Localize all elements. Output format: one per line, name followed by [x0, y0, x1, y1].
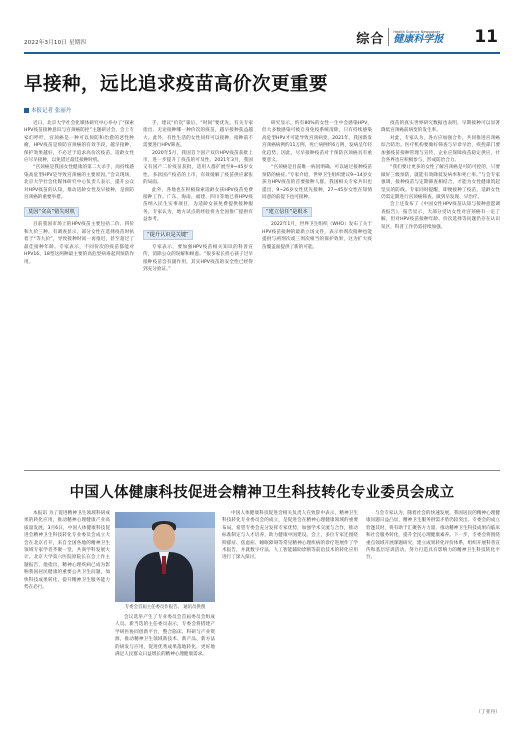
paragraph: 中国人体健康科技促进会相关负责人在致辞中表示，精神卫生科技转化专业委员会的成立，是促进会在精神心理健康领域的重要布局。希望专委会充分发挥专家优势，加强学术交流与合作，推动标准制定与人才培养，助力健康中国建设。会上，多位专家还围绕抑郁症、焦虑症、睡眠障碍等常见精神心理疾病的诊疗进展作了学术报告，并就数字疗法、人工智能辅助诊断等前沿技术的转化应用进行了深入探讨。 [222, 511, 358, 561]
logo-english: Health Science Newspaper [393, 29, 441, 34]
section-name: 综合 [356, 31, 385, 47]
paragraph: “宫颈癌是目前唯一病因明确、可以通过接种疫苗预防的癌症。”专家介绍，世界卫生组织建议9~14岁女孩为HPV疫苗的首要接种人群。我国相关专家共识也提出，9~26岁女性优先接种，27~45岁女性在知情同意的前提下也可接种。 [262, 165, 372, 201]
paragraph: 研究显示，约有80%的女性一生中会感染HPV，但大多数感染可被自身免疫系统清除，只有持续感染高危型HPV才可能导致宫颈病变。2021年，我国新发宫颈癌病例约11万例，死亡病例约6万例，发病呈年轻化趋势，因此，尽早接种疫苗对于预防宫颈癌具有重要意义。 [262, 121, 372, 164]
paragraph: 专家表示，要加强HPV疫苗相关知识的科普宣传，消除公众的误解和顾虑。“很多家长担心孩子过早接种疫苗会有副作用，其实HPV疫苗的安全性已经得到充分验证。” [143, 244, 253, 272]
newspaper-logo [388, 28, 470, 46]
subheading: “建立信任”是根本 [262, 207, 312, 217]
paragraph: 目前我国市场上的HPV疫苗主要包括二价、四价和九价三种。有调查显示，部分女性在选择疫苗时执着于“等九价”，导致接种时间一再推迟，甚至超过了最佳接种年龄。专家表示，不同价次的疫苗都能对HPV16、18型这两种最主要的高危型病毒起到预防作用。 [24, 222, 134, 265]
photo-caption: 专委会首届主任委员作报告。 通讯员供图 [124, 605, 206, 610]
subheading: “提升认识是关键” [143, 230, 193, 240]
paragraph: 会上还发布了《中国女性HPV疫苗认知与接种意愿调查报告》，报告显示，大部分受访女性对宫颈癌有一定了解，但对HPV疫苗接种年龄、价次选择等问题仍存在认识误区，科普工作仍需持续加强。 [381, 202, 500, 230]
paragraph: 2020年5月，我国首个国产双价HPV疫苗获批上市，进一步提升了疫苗的可及性。2021年3月，我国又有国产二价疫苗获批，适用人群扩展至9~45岁女性。多款国产疫苗的上市，有效缓解了疫苗供应紧张的局面。 [143, 150, 253, 186]
article-column-2 [143, 120, 253, 465]
article2-headline: 中国人体健康科技促进会精神卫生科技转化专业委员会成立 [69, 485, 455, 501]
paragraph: 对此，专家认为，各方应加强合作，共同推进宫颈癌综合防治。医疗机构要做好筛查与早诊早治，疾控部门要加强疫苗接种管理与宣传，企业应保障疫苗稳定供应，社会各界也应积极参与，形成防治合力。 [381, 135, 500, 164]
header-rule [24, 52, 500, 54]
issue-date: 2022年3月10日 星期四 [24, 40, 87, 46]
paragraph: 本报讯 为了促进精神卫生领域科研成果的转化应用，推动精神心理健康产业高质量发展，3月6日，中国人体健康科技促进会精神卫生科技转化专业委员会成立大会在北京召开，来自全国各地的精神卫生领域专家学者齐聚一堂，共商学科发展大计。北京大学第六医院原院长在会上作主题报告，他指出，精神心理疾病已成为影响我国居民健康的重要公共卫生问题，加快科技成果转化，提升精神卫生服务能力势在必行。 [24, 511, 110, 591]
paragraph: 2022年1月，世界卫生组织（WHO）发布了关于HPV疫苗接种的最新立场文件，表示单剂次接种也能提供与两剂次或三剂次相当的保护效果，这为扩大疫苗覆盖面提供了新的可能。 [262, 222, 372, 250]
byline [24, 106, 71, 114]
paragraph: 此外，各地也在积极探索适龄女孩HPV疫苗免费接种工作。广东、海南、福建、四川等地已将HPV疫苗纳入民生实事项目，为适龄女孩免费提供接种服务。专家认为，地方试点的经验将为全国推广提供有益参考。 [143, 187, 253, 223]
article2-column-4 [366, 510, 500, 707]
article-column-4 [381, 120, 500, 465]
speaker-photo [115, 512, 215, 602]
byline-text: 本报记者 张丽丹 [31, 108, 72, 114]
article2-column-3 [222, 510, 358, 715]
article-headline: 早接种，远比追求疫苗高价次更重要 [24, 74, 329, 95]
page-header [356, 27, 498, 47]
paragraph: 疫苗的真实世界研究数据也表明，早期接种可以显著降低宫颈癌前病变的发生率。 [381, 121, 500, 134]
paragraph: “宫颈癌是我国女性健康的第二大杀手，而持续感染高危型HPV是导致宫颈癌的主要原因。”会议现场，北京大学社会化媒体研究中心负责人表示，提升公众对HPV疫苗的认知，推动适龄女性及早接种，是预防宫颈癌的重要举措。 [24, 165, 134, 201]
article-column-3 [262, 120, 372, 465]
paragraph: 近日，北京大学社会化媒体研究中心举办了“探索HPV疫苗接种意识与宫颈癌防控”主题研讨会，会上专家们呼吁，宫颈癌是一种可以预防和治愈的恶性肿瘤，HPV疫苗是预防宫颈癌的有效手段，越早接种，保护效果越好，不必过于追求高价次疫苗，适龄女性应尽早接种，以免错过最佳接种时机。 [24, 121, 134, 164]
square-bullet-icon [24, 108, 29, 113]
paragraph: 手，建议“价次”靠后，“时间”要优先。有关专家指出，无论接种哪一种价次的疫苗，越早接种获益越大。此外，有性生活的女性同样可以接种，接种前不需要进行HPV筛查。 [143, 121, 253, 149]
subheading: 莫因“贪高”错失时机 [24, 207, 79, 217]
article-divider [24, 470, 500, 471]
article2-column-1 [24, 510, 110, 715]
paragraph: “我们要让更多的女性了解宫颈癌是可防可控的，只要做好三级预防，就能有效降低发病率和死亡率。”与会专家强调，接种疫苗与定期筛查相结合，才能为女性健康筑起坚实的防线。专家同时提醒，即便接种了疫苗，适龄女性仍需定期进行宫颈癌筛查，做到早发现、早治疗。 [381, 165, 500, 201]
paragraph: 与会专家认为，随着社会的快速发展，我国居民的精神心理健康问题日益凸显，精神卫生服务供需矛盾仍较突出。专委会的成立恰逢其时，将有助于汇聚各方力量，推动精神卫生科技成果向临床和社会服务转化，提升全民心理健康素养。下一步，专委会将围绕重点领域开展课题研究，建立成果转化评价体系，组织开展科普宣传和基层培训活动，努力打造具有影响力的精神卫生科技转化平台。 [366, 511, 500, 561]
article-column-1 [24, 120, 134, 465]
author-note: （丁亚丹） [476, 710, 500, 715]
logo-chinese: 健康科学报 [393, 33, 444, 45]
article2-column-2 [115, 614, 215, 715]
paragraph: 会议选举产生了专业委员会首届委员会组成人员。新当选的主任委员表示，专委会将搭建产学研医协同创新平台，整合临床、科研与产业资源，推动精神卫生领域新技术、新产品、新方法的研发与应用，促进优秀成果落地转化，更好地满足人民群众日益增长的精神心理健康需求。 [115, 615, 215, 658]
page-number: 11 [474, 27, 498, 47]
